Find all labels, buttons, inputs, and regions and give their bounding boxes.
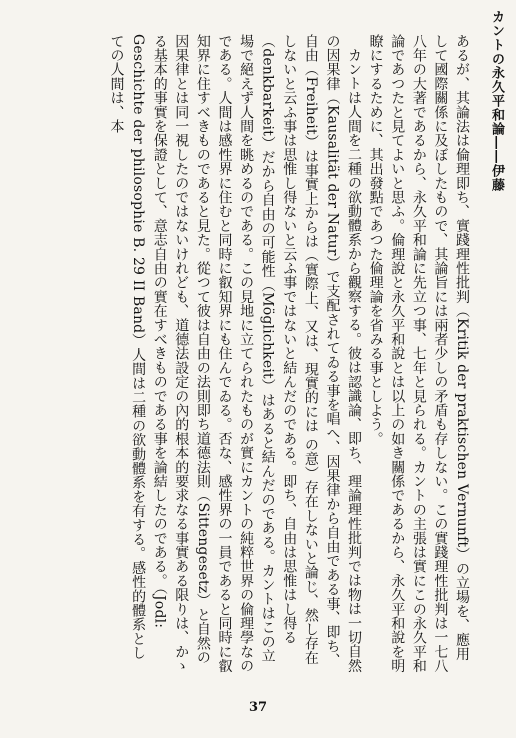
paragraph: カントは人間を二種の欲動體系から觀察する。彼は認識論、即ち、理論理性批判では物は一切自然の因果律（Kausalität der Natur）で支配されてゐる事を唱へ、因果律から自由である事、即ち、自由（Freiheit）は事實上からは（實際上、又は、現實的には の意）存在しないと論じ、然し存在しないと云ふ事は思惟し得ないと云ふ事ではないと結んだのである。即ち、自由は思惟はし得る（denkbarkeit）だから自由の可能性（Möglichkeit）はあると結んだのである。カントはこの立場で絕えず人間を眺めるのである。この見地に立てられたものが實にカントの純粹世界の倫理學なのである。人間は感性界に住むと同時に叡知界にも住んでゐる。否な、感性界の一員であると同時に叡知界に住すべきものであると見た。從つて彼は自由の法則即ち道德法則（Sittengesetz）と自然の因果律とは同一視したのではないけれども、道德法設定の內的根本的要求なる事實ある限りは、かゝる基本的事實を保證として、意志自由の實在すべきものである事を論結したのである。（Jodl: Geschichte der philosophie B. 29 II Band）人間は二種の欲動體系を有する。感性的體系としての人間は、本: [108, 34, 363, 673]
running-head: カントの永久平和論――伊藤: [489, 10, 504, 192]
paragraph: あるが、其論法は倫理即ち、實踐理性批判（Kritik der praktischen Vernunft）の立場を、應用して國際關係に及ぼしたもので、其論旨には兩者少しの矛盾も存しない。この實踐理性批判は一七八八年の大著であるから、永久平和論に先立つ事、七年と見られる。カントの主張は實にこの永久平和論であつたと見てよいと思ふ。倫理說と永久平和說とは以上の如き關係であるから、永久平和說を明瞭にするために、其出發點であつた倫理論を省みる事としよう。: [367, 34, 470, 673]
page-number: 37: [248, 700, 268, 715]
body-text: [32, 34, 472, 674]
